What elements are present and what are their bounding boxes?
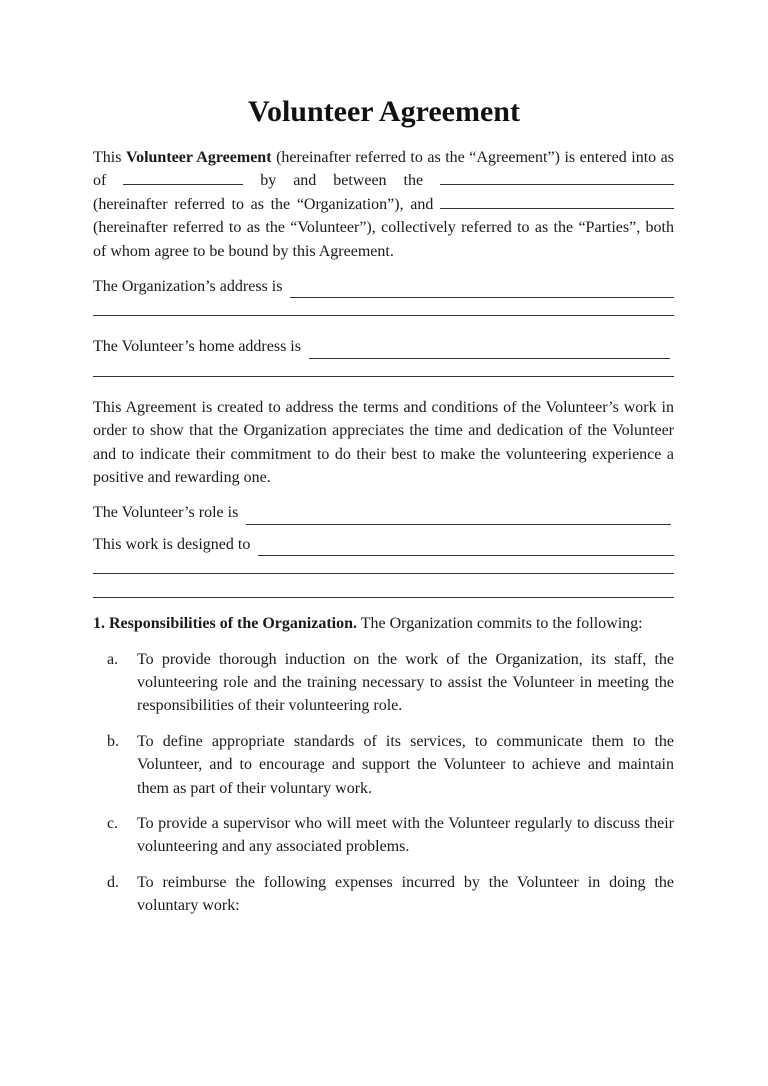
list-item bbox=[93, 871, 674, 918]
list-marker: d. bbox=[107, 873, 119, 891]
intro-prefix: This bbox=[93, 149, 126, 166]
document-body bbox=[93, 146, 674, 930]
list-item bbox=[93, 648, 674, 718]
designed-row bbox=[93, 533, 674, 556]
designed-label: This work is designed to bbox=[93, 535, 255, 553]
org-address-label: The Organization’s address is bbox=[93, 278, 287, 296]
volunteer-address-row bbox=[93, 335, 674, 358]
org-address-blank[interactable] bbox=[290, 281, 674, 298]
volunteer-address-blank[interactable] bbox=[309, 342, 670, 359]
volunteer-name-blank[interactable] bbox=[440, 194, 674, 209]
designed-blank[interactable] bbox=[258, 539, 674, 556]
agreement-name: Volunteer Agreement bbox=[125, 149, 272, 166]
document-title: Volunteer Agreement bbox=[248, 95, 520, 128]
role-blank[interactable] bbox=[246, 508, 671, 525]
org-address-row bbox=[93, 275, 674, 298]
list-item bbox=[93, 730, 674, 800]
volunteer-address-blank-line2[interactable] bbox=[93, 359, 674, 377]
section-1-lead: The Organization commits to the following: bbox=[357, 615, 643, 633]
intro-part2: by and between the bbox=[243, 172, 440, 190]
list-marker: c. bbox=[107, 815, 119, 833]
designed-blank-line3[interactable] bbox=[93, 580, 674, 598]
intro-part3: (hereinafter referred to as the “Organization”), and bbox=[93, 195, 440, 213]
role-label: The Volunteer’s role is bbox=[93, 504, 243, 522]
list-item-text: To provide thorough induction on the work of the Organization, its staff, the volunteering role and the training necessary to assist the Volunteer in meeting the responsibilities of their volunteering role. bbox=[137, 650, 674, 715]
date-blank[interactable] bbox=[123, 170, 243, 185]
section-1-heading bbox=[93, 612, 674, 635]
intro-part4: (hereinafter referred to as the “Volunteer”), collectively referred to as the “Parties”, both of whom agree to be bound by this Agreement. bbox=[93, 219, 674, 260]
list-item-text: To define appropriate standards of its services, to communicate them to the Volunteer, and to encourage and support the Volunteer to achieve and maintain them as part of their voluntary work. bbox=[137, 732, 674, 797]
list-marker: b. bbox=[107, 732, 119, 750]
purpose-paragraph: This Agreement is created to address the terms and conditions of the Volunteer’s work in order to show that the Organization appreciates the time and dedication of the Volunteer and to indicate their commitment to do their best to make the volunteering experience a positive and rewarding one. bbox=[93, 398, 674, 487]
section-1-title: 1. Responsibilities of the Organization. bbox=[93, 615, 358, 633]
org-address-blank-line2[interactable] bbox=[93, 298, 674, 316]
list-marker: a. bbox=[107, 650, 119, 668]
role-row bbox=[93, 501, 674, 524]
volunteer-address-label: The Volunteer’s home address is bbox=[93, 338, 305, 356]
intro-paragraph bbox=[93, 146, 674, 263]
responsibilities-list bbox=[93, 648, 674, 918]
designed-blank-line2[interactable] bbox=[93, 556, 674, 574]
list-item-text: To provide a supervisor who will meet with the Volunteer regularly to discuss their volunteering and any associated problems. bbox=[137, 815, 674, 856]
list-item bbox=[93, 812, 674, 859]
organization-name-blank[interactable] bbox=[440, 170, 674, 185]
list-item-text: To reimburse the following expenses incurred by the Volunteer in doing the voluntary work: bbox=[137, 873, 674, 915]
intro-part1: (hereinafter referred to as the “Agreement”) is entered into as of bbox=[93, 149, 675, 190]
